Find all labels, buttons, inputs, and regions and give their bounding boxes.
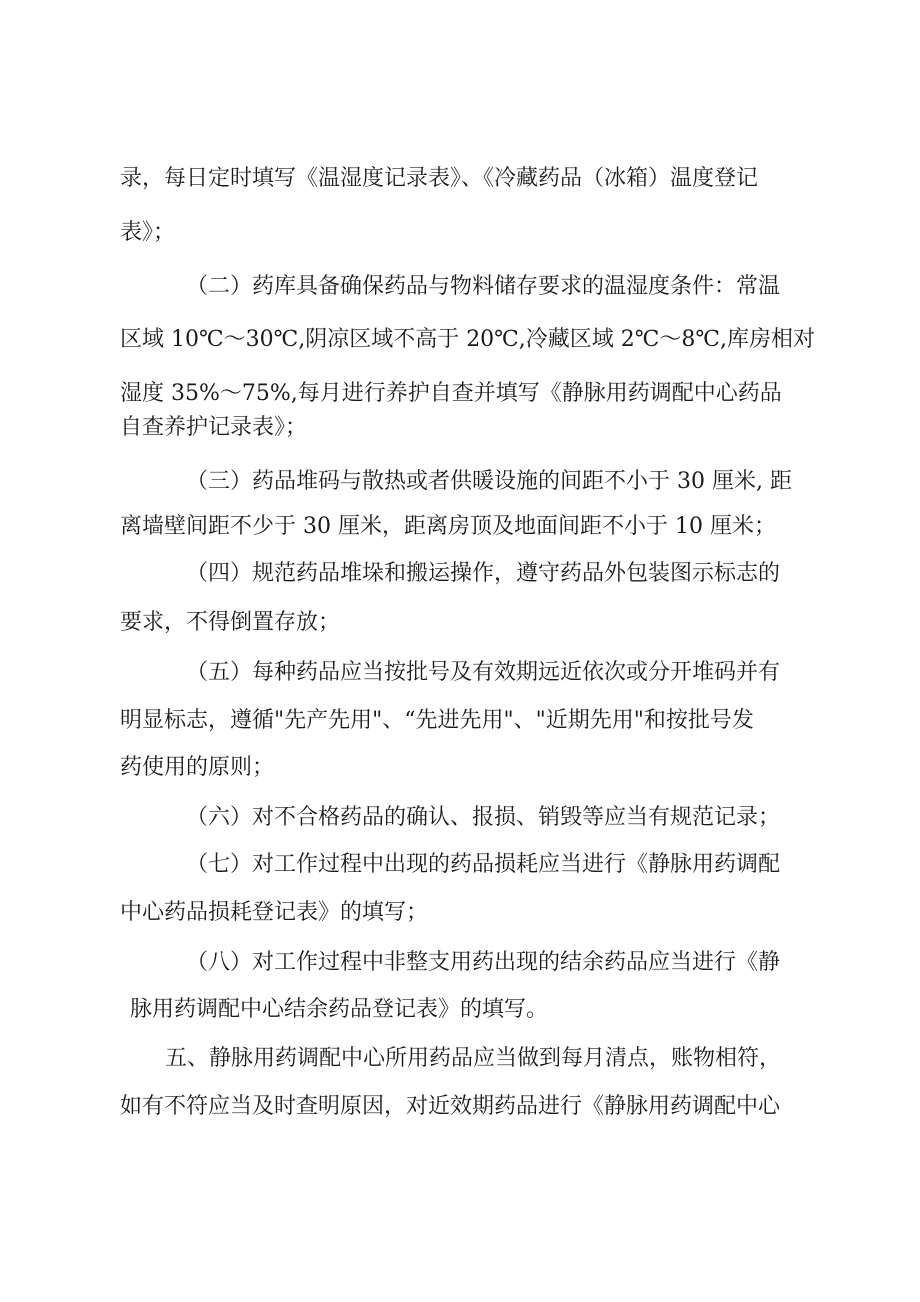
text-line: （八）对工作过程中非整支用药出现的结余药品应当进行《静: [186, 950, 781, 975]
text-line: 明显标志，遵循"先产先用"、“先进先用"、"近期先用"和按批号发: [120, 708, 754, 733]
text-line: （六）对不合格药品的确认、报损、销毁等应当有规范记录；: [186, 805, 781, 830]
text-line: 区域 10℃～30℃,阴凉区域不高于 20℃,冷藏区域 2℃～8℃,库房相对: [120, 327, 815, 352]
text-line: 自查养护记录表》；: [120, 415, 308, 440]
text-line: 中心药品损耗登记表》的填写；: [120, 900, 429, 925]
text-line: （七）对工作过程中出现的药品损耗应当进行《静脉用药调配: [186, 852, 781, 877]
text-line: （三）药品堆码与散热或者供暖设施的间距不小于 30 厘米, 距: [186, 469, 792, 494]
text-line: 药使用的原则；: [120, 755, 275, 780]
text-line: （二）药库具备确保药品与物料储存要求的温湿度条件：常温: [186, 274, 781, 299]
text-line: 如有不符应当及时查明原因，对近效期药品进行《静脉用药调配中心: [120, 1094, 781, 1119]
text-line: 脉用药调配中心结余药品登记表》的填写。: [130, 997, 549, 1022]
text-line: 湿度 35%～75%,每月进行养护自查并填写《静脉用药调配中心药品: [120, 381, 782, 406]
text-line: 五、静脉用药调配中心所用药品应当做到每月清点，账物相符，: [165, 1046, 782, 1071]
text-line: 要求，不得倒置存放；: [120, 610, 341, 635]
text-line: （四）规范药品堆垛和搬运操作，遵守药品外包装图示标志的: [186, 561, 781, 586]
text-line: 表》；: [120, 220, 176, 245]
text-line: 离墙壁间距不少于 30 厘米，距离房顶及地面间距不小于 10 厘米；: [120, 514, 776, 539]
text-line: （五）每种药品应当按批号及有效期远近依次或分开堆码并有: [186, 660, 781, 685]
text-line: 录，每日定时填写《温湿度记录表》、《冷藏药品（冰箱）温度登记: [120, 166, 759, 191]
